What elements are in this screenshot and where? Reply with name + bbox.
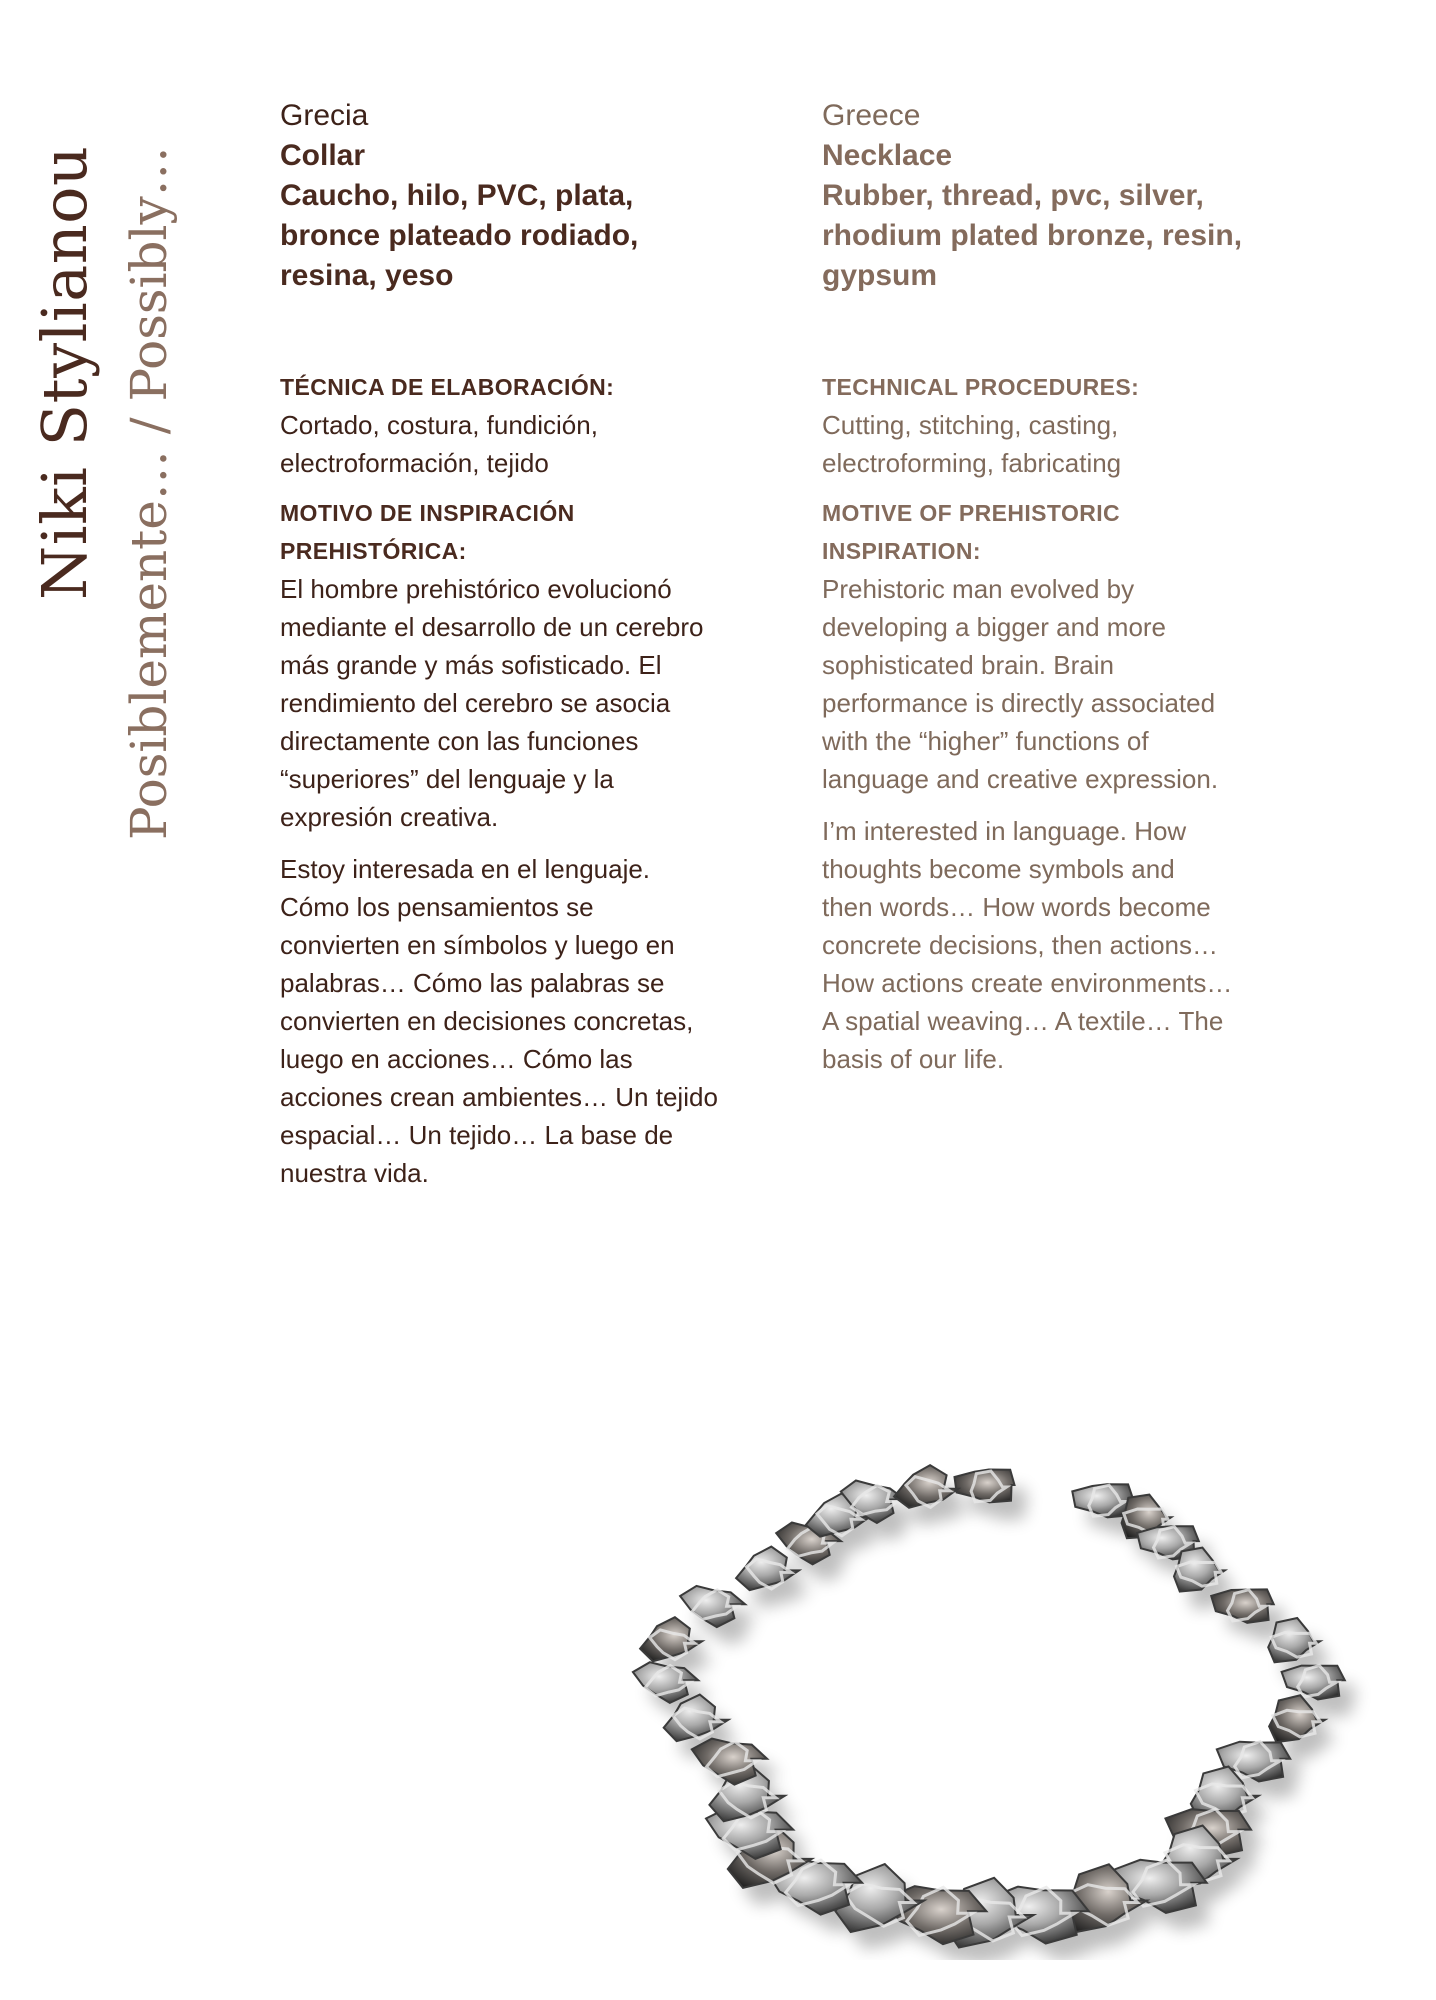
motive-line-en: Prehistoric man evolved by bbox=[822, 574, 1135, 604]
motive-line-es: El hombre prehistórico evolucionó bbox=[280, 574, 672, 604]
technique-line-es: Cortado, costura, fundición, bbox=[280, 410, 598, 440]
statement-line-en: I’m interested in language. How bbox=[822, 816, 1187, 846]
artist-name: Niki Stylianou bbox=[28, 145, 101, 600]
statement-line-es: nuestra vida. bbox=[280, 1158, 429, 1188]
statement-line-en: then words… How words become bbox=[822, 892, 1211, 922]
vertical-title bbox=[28, 90, 178, 850]
statement-line-es: acciones crean ambientes… Un tejido bbox=[280, 1082, 718, 1112]
motive-line-es: expresión creativa. bbox=[280, 802, 499, 832]
statement-line-en: basis of our life. bbox=[822, 1044, 1005, 1074]
statement-line-es: convierten en decisiones concretas, bbox=[280, 1006, 694, 1036]
materials-line-en: rhodium plated bronze, resin, bbox=[822, 219, 1243, 252]
english-column bbox=[822, 96, 1382, 1078]
statement-line-es: convierten en símbolos y luego en bbox=[280, 930, 675, 960]
materials-line-es: resina, yeso bbox=[280, 259, 454, 292]
technique-label-en: TECHNICAL PROCEDURES: bbox=[822, 374, 1140, 400]
motive-line-en: sophisticated brain. Brain bbox=[822, 650, 1114, 680]
motive-line-en: with the “higher” functions of bbox=[822, 726, 1149, 756]
statement-line-en: How actions create environments… bbox=[822, 968, 1233, 998]
spanish-column bbox=[280, 96, 800, 1192]
materials-line-es: bronce plateado rodiado, bbox=[280, 219, 639, 252]
statement-line-es: palabras… Cómo las palabras se bbox=[280, 968, 665, 998]
motive-line-en: performance is directly associated bbox=[822, 688, 1216, 718]
necklace-pieces bbox=[633, 1465, 1345, 1947]
statement-line-es: espacial… Un tejido… La base de bbox=[280, 1120, 674, 1150]
technique-line-en: electroforming, fabricating bbox=[822, 448, 1122, 478]
motive-label-es: PREHISTÓRICA: bbox=[280, 538, 467, 564]
artwork-title: Posiblemente… / Possibly… bbox=[120, 146, 178, 840]
country-en: Greece bbox=[822, 99, 921, 132]
technique-line-es: electroformación, tejido bbox=[280, 448, 549, 478]
materials-line-es: Caucho, hilo, PVC, plata, bbox=[280, 179, 634, 212]
necklace-photo bbox=[600, 1400, 1400, 1960]
technique-label-es: TÉCNICA DE ELABORACIÓN: bbox=[280, 374, 615, 400]
motive-line-en: developing a bigger and more bbox=[822, 612, 1167, 642]
statement-line-en: concrete decisions, then actions… bbox=[822, 930, 1218, 960]
materials-line-en: Rubber, thread, pvc, silver, bbox=[822, 179, 1204, 212]
statement-line-en: thoughts become symbols and bbox=[822, 854, 1175, 884]
motive-line-en: language and creative expression. bbox=[822, 764, 1219, 794]
object-type-en: Necklace bbox=[822, 139, 953, 172]
motive-line-es: mediante el desarrollo de un cerebro bbox=[280, 612, 704, 642]
motive-line-es: “superiores” del lenguaje y la bbox=[280, 764, 614, 794]
statement-line-en: A spatial weaving… A textile… The bbox=[822, 1006, 1224, 1036]
motive-line-es: más grande y más sofisticado. El bbox=[280, 650, 662, 680]
motive-label-en: INSPIRATION: bbox=[822, 538, 981, 564]
country-es: Grecia bbox=[280, 99, 369, 132]
technique-line-en: Cutting, stitching, casting, bbox=[822, 410, 1119, 440]
statement-line-es: Estoy interesada en el lenguaje. bbox=[280, 854, 651, 884]
motive-label-en: MOTIVE OF PREHISTORIC bbox=[822, 500, 1121, 526]
object-type-es: Collar bbox=[280, 139, 366, 172]
materials-line-en: gypsum bbox=[822, 259, 938, 292]
statement-line-es: luego en acciones… Cómo las bbox=[280, 1044, 633, 1074]
motive-line-es: rendimiento del cerebro se asocia bbox=[280, 688, 671, 718]
motive-label-es: MOTIVO DE INSPIRACIÓN bbox=[280, 500, 575, 526]
motive-line-es: directamente con las funciones bbox=[280, 726, 639, 756]
statement-line-es: Cómo los pensamientos se bbox=[280, 892, 594, 922]
